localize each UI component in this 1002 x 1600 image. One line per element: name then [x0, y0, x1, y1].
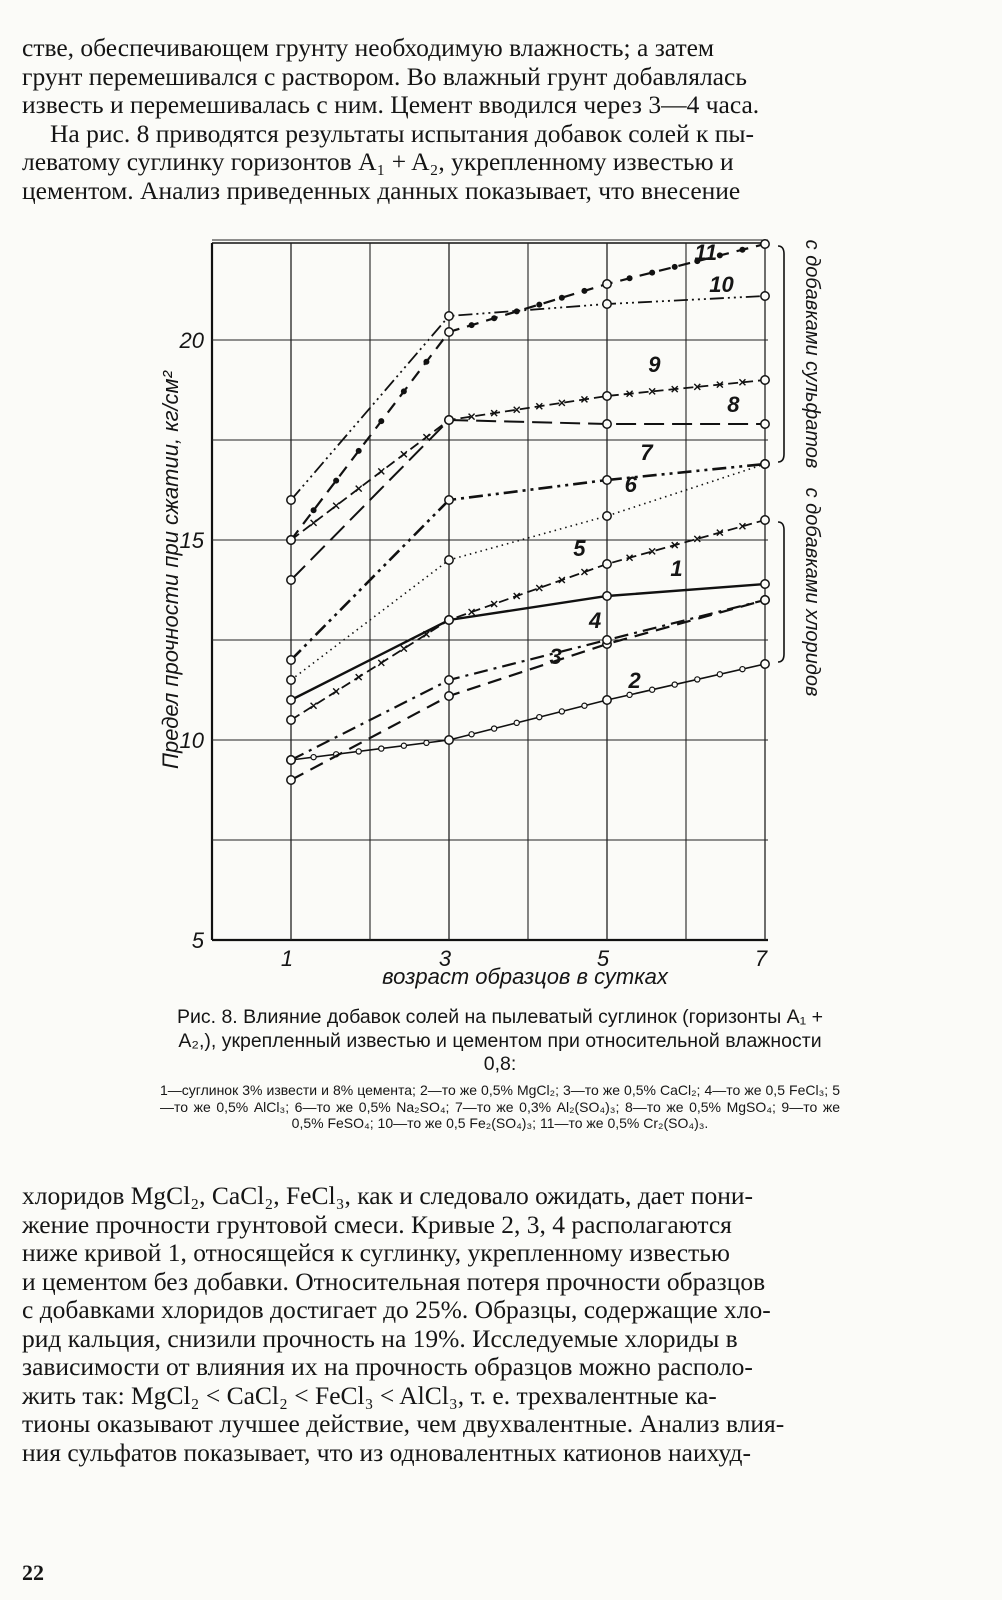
data-point	[761, 240, 769, 248]
series-mark	[739, 247, 745, 253]
data-point	[603, 636, 611, 644]
series-label: 2	[628, 668, 641, 693]
text-line: рид кальция, снизили прочность на 19%. Исследуемые хлориды в	[22, 1323, 738, 1353]
series-mark	[717, 672, 722, 677]
series-label: 5	[573, 536, 586, 561]
data-point	[603, 300, 611, 308]
series-mark	[649, 270, 655, 276]
data-point	[445, 692, 453, 700]
series-mark	[333, 478, 339, 484]
series-mark	[424, 740, 429, 745]
figure-caption: Рис. 8. Влияние добавок солей на пылеватый суглинок (горизонты A₁ + A₂,), укрепленный известью и цементом при относительной влажности 0,8:	[176, 1006, 824, 1075]
series-mark	[356, 486, 362, 492]
data-point	[287, 536, 295, 544]
data-point	[761, 596, 769, 604]
series-label: 9	[648, 352, 661, 377]
data-point	[445, 496, 453, 504]
text-line: На рис. 8 приводятся результаты испытания добавок солей к пы-	[50, 118, 755, 148]
data-point	[761, 660, 769, 668]
data-point	[761, 516, 769, 524]
bracket-group	[778, 240, 823, 697]
text-line: грунт перемешивался с раствором. Во влажный грунт добавлялась	[22, 61, 747, 91]
series-label: 3	[549, 644, 562, 669]
sulfates-group-label: с добавками сульфатов	[801, 239, 823, 469]
series-mark	[559, 295, 565, 301]
series-mark	[401, 388, 407, 394]
series-label: 1	[670, 556, 683, 581]
text-line: цементом. Анализ приведенных данных показывает, что внесение	[22, 175, 741, 205]
sulfates-group-bracket	[778, 246, 784, 462]
data-point	[287, 676, 295, 684]
series-mark	[672, 264, 678, 270]
text-line: и цементом без добавки. Относительная потеря прочности образцов	[22, 1266, 766, 1296]
data-point	[603, 592, 611, 600]
series-mark	[423, 434, 429, 440]
text-line: леватому суглинку горизонтов A₁ + A₂, укрепленному известью и	[22, 147, 734, 176]
x-axis-label: возраст образцов в сутках	[382, 964, 668, 989]
figure-legend: 1—суглинок 3% извести и 8% цемента; 2—то же 0,5% MgCl₂; 3—то же 0,5% CaCl₂; 4—то же 0,5 FeCl₃; 5—то же 0,5% AlCl₃; 6—то же 0,5% Na₂SO₄; 7—то же 0,3% Al₂(SO₄)₃; 8—то же 0,5% MgSO₄; 9—то же 0,5% FeSO₄; 10—то же 0,5 Fe₂(SO₄)₃; 11—то же 0,5% Cr₂(SO₄)₃.	[160, 1082, 840, 1131]
series-mark	[492, 726, 497, 731]
series-mark	[356, 448, 362, 454]
series-mark	[311, 703, 317, 709]
y-axis-label: Предел прочности при сжатии, кг/см²	[158, 371, 183, 769]
series-mark	[672, 682, 677, 687]
series-mark	[469, 732, 474, 737]
series-mark	[559, 400, 565, 406]
x-tick-label: 7	[754, 946, 768, 971]
series-mark	[514, 720, 519, 725]
page-number: 22	[22, 1560, 44, 1585]
series-mark	[378, 418, 384, 424]
series-mark	[582, 703, 587, 708]
series-label: 11	[694, 240, 718, 265]
series-mark	[469, 322, 475, 328]
y-tick-label: 20	[179, 328, 204, 353]
text-line: хлоридов MgCl₂, CaCl₂, FeCl₃, как и следовало ожидать, дает пони-	[22, 1181, 754, 1210]
text-line: жение прочности грунтовой смеси. Кривые 2, 3, 4 располагаются	[22, 1209, 732, 1239]
series-label: 10	[709, 272, 734, 297]
series-label: 6	[624, 472, 637, 497]
data-point	[761, 292, 769, 300]
data-point	[445, 676, 453, 684]
text-line: известь и перемешивалась с ним. Цемент вводился через 3—4 часа.	[22, 90, 760, 119]
data-point	[287, 776, 295, 784]
series-label: 8	[727, 392, 740, 417]
y-tick-label: 5	[191, 928, 204, 953]
y-tick-label: 10	[179, 728, 204, 753]
series-mark	[356, 749, 361, 754]
data-point	[603, 392, 611, 400]
series-mark	[650, 687, 655, 692]
data-point	[287, 696, 295, 704]
series-mark	[491, 315, 497, 321]
text-line: стве, обеспечивающем грунту необходимую влажность; а затем	[22, 33, 715, 62]
text-line: ния сульфатов показывает, что из одновалентных катионов наихуд-	[22, 1437, 751, 1467]
data-point	[761, 580, 769, 588]
series-mark	[379, 746, 384, 751]
data-point	[445, 616, 453, 624]
data-point	[287, 656, 295, 664]
x-tick-label: 1	[280, 946, 294, 971]
data-point	[603, 512, 611, 520]
series-mark	[536, 585, 542, 591]
y-tick-label: 15	[179, 528, 204, 553]
series-mark	[536, 302, 542, 308]
data-point	[603, 420, 611, 428]
series-mark	[401, 646, 407, 652]
data-point	[287, 756, 295, 764]
data-point	[603, 476, 611, 484]
data-point	[287, 576, 295, 584]
x-tick-label: 5	[596, 946, 610, 971]
data-point	[445, 312, 453, 320]
data-point	[445, 556, 453, 564]
data-point	[603, 696, 611, 704]
series-mark	[311, 507, 317, 513]
data-point	[603, 280, 611, 288]
series-mark	[333, 503, 339, 509]
series-mark	[581, 288, 587, 294]
series-mark	[627, 692, 632, 697]
series-mark	[311, 755, 316, 760]
text-line: тионы оказывают лучшее действие, чем двухвалентные. Анализ влия-	[22, 1409, 785, 1438]
series-mark	[514, 308, 520, 314]
data-point	[445, 736, 453, 744]
text-line: жить так: MgCl₂ < CaCl₂ < FeCl₃ < AlCl₃, т. е. трехвалентные ка-	[22, 1380, 717, 1410]
series-mark	[356, 674, 362, 680]
series-mark	[559, 709, 564, 714]
chlorides-group-bracket	[778, 522, 784, 662]
data-point	[445, 328, 453, 336]
chlorides-group-label: с добавками хлоридов	[801, 487, 823, 697]
series-mark	[401, 451, 407, 457]
text-line: с добавками хлоридов достигает до 25%. Образцы, содержащие хло-	[22, 1295, 771, 1324]
series-mark	[695, 677, 700, 682]
label-group	[158, 328, 768, 989]
text-line: ниже кривой 1, относящейся к суглинку, укрепленному известью	[22, 1238, 730, 1267]
series-mark	[423, 359, 429, 365]
series-mark	[401, 743, 406, 748]
bottom-paragraph	[22, 1182, 970, 1467]
series-label: 4	[589, 608, 602, 633]
data-point	[603, 560, 611, 568]
series-mark	[537, 715, 542, 720]
text-line: зависимости от влияния их на прочность образцов можно располо-	[22, 1352, 753, 1381]
data-point	[287, 496, 295, 504]
data-point	[761, 420, 769, 428]
series-mark	[378, 660, 384, 666]
series-mark	[311, 520, 317, 526]
data-point	[761, 460, 769, 468]
series-mark	[627, 275, 633, 281]
series-label: 7	[640, 440, 653, 465]
data-point	[445, 416, 453, 424]
data-point	[287, 716, 295, 724]
series-mark	[378, 468, 384, 474]
x-tick-label: 3	[438, 946, 452, 971]
data-point	[761, 376, 769, 384]
series-mark	[333, 688, 339, 694]
series-mark	[740, 667, 745, 672]
series-mark	[717, 252, 723, 258]
